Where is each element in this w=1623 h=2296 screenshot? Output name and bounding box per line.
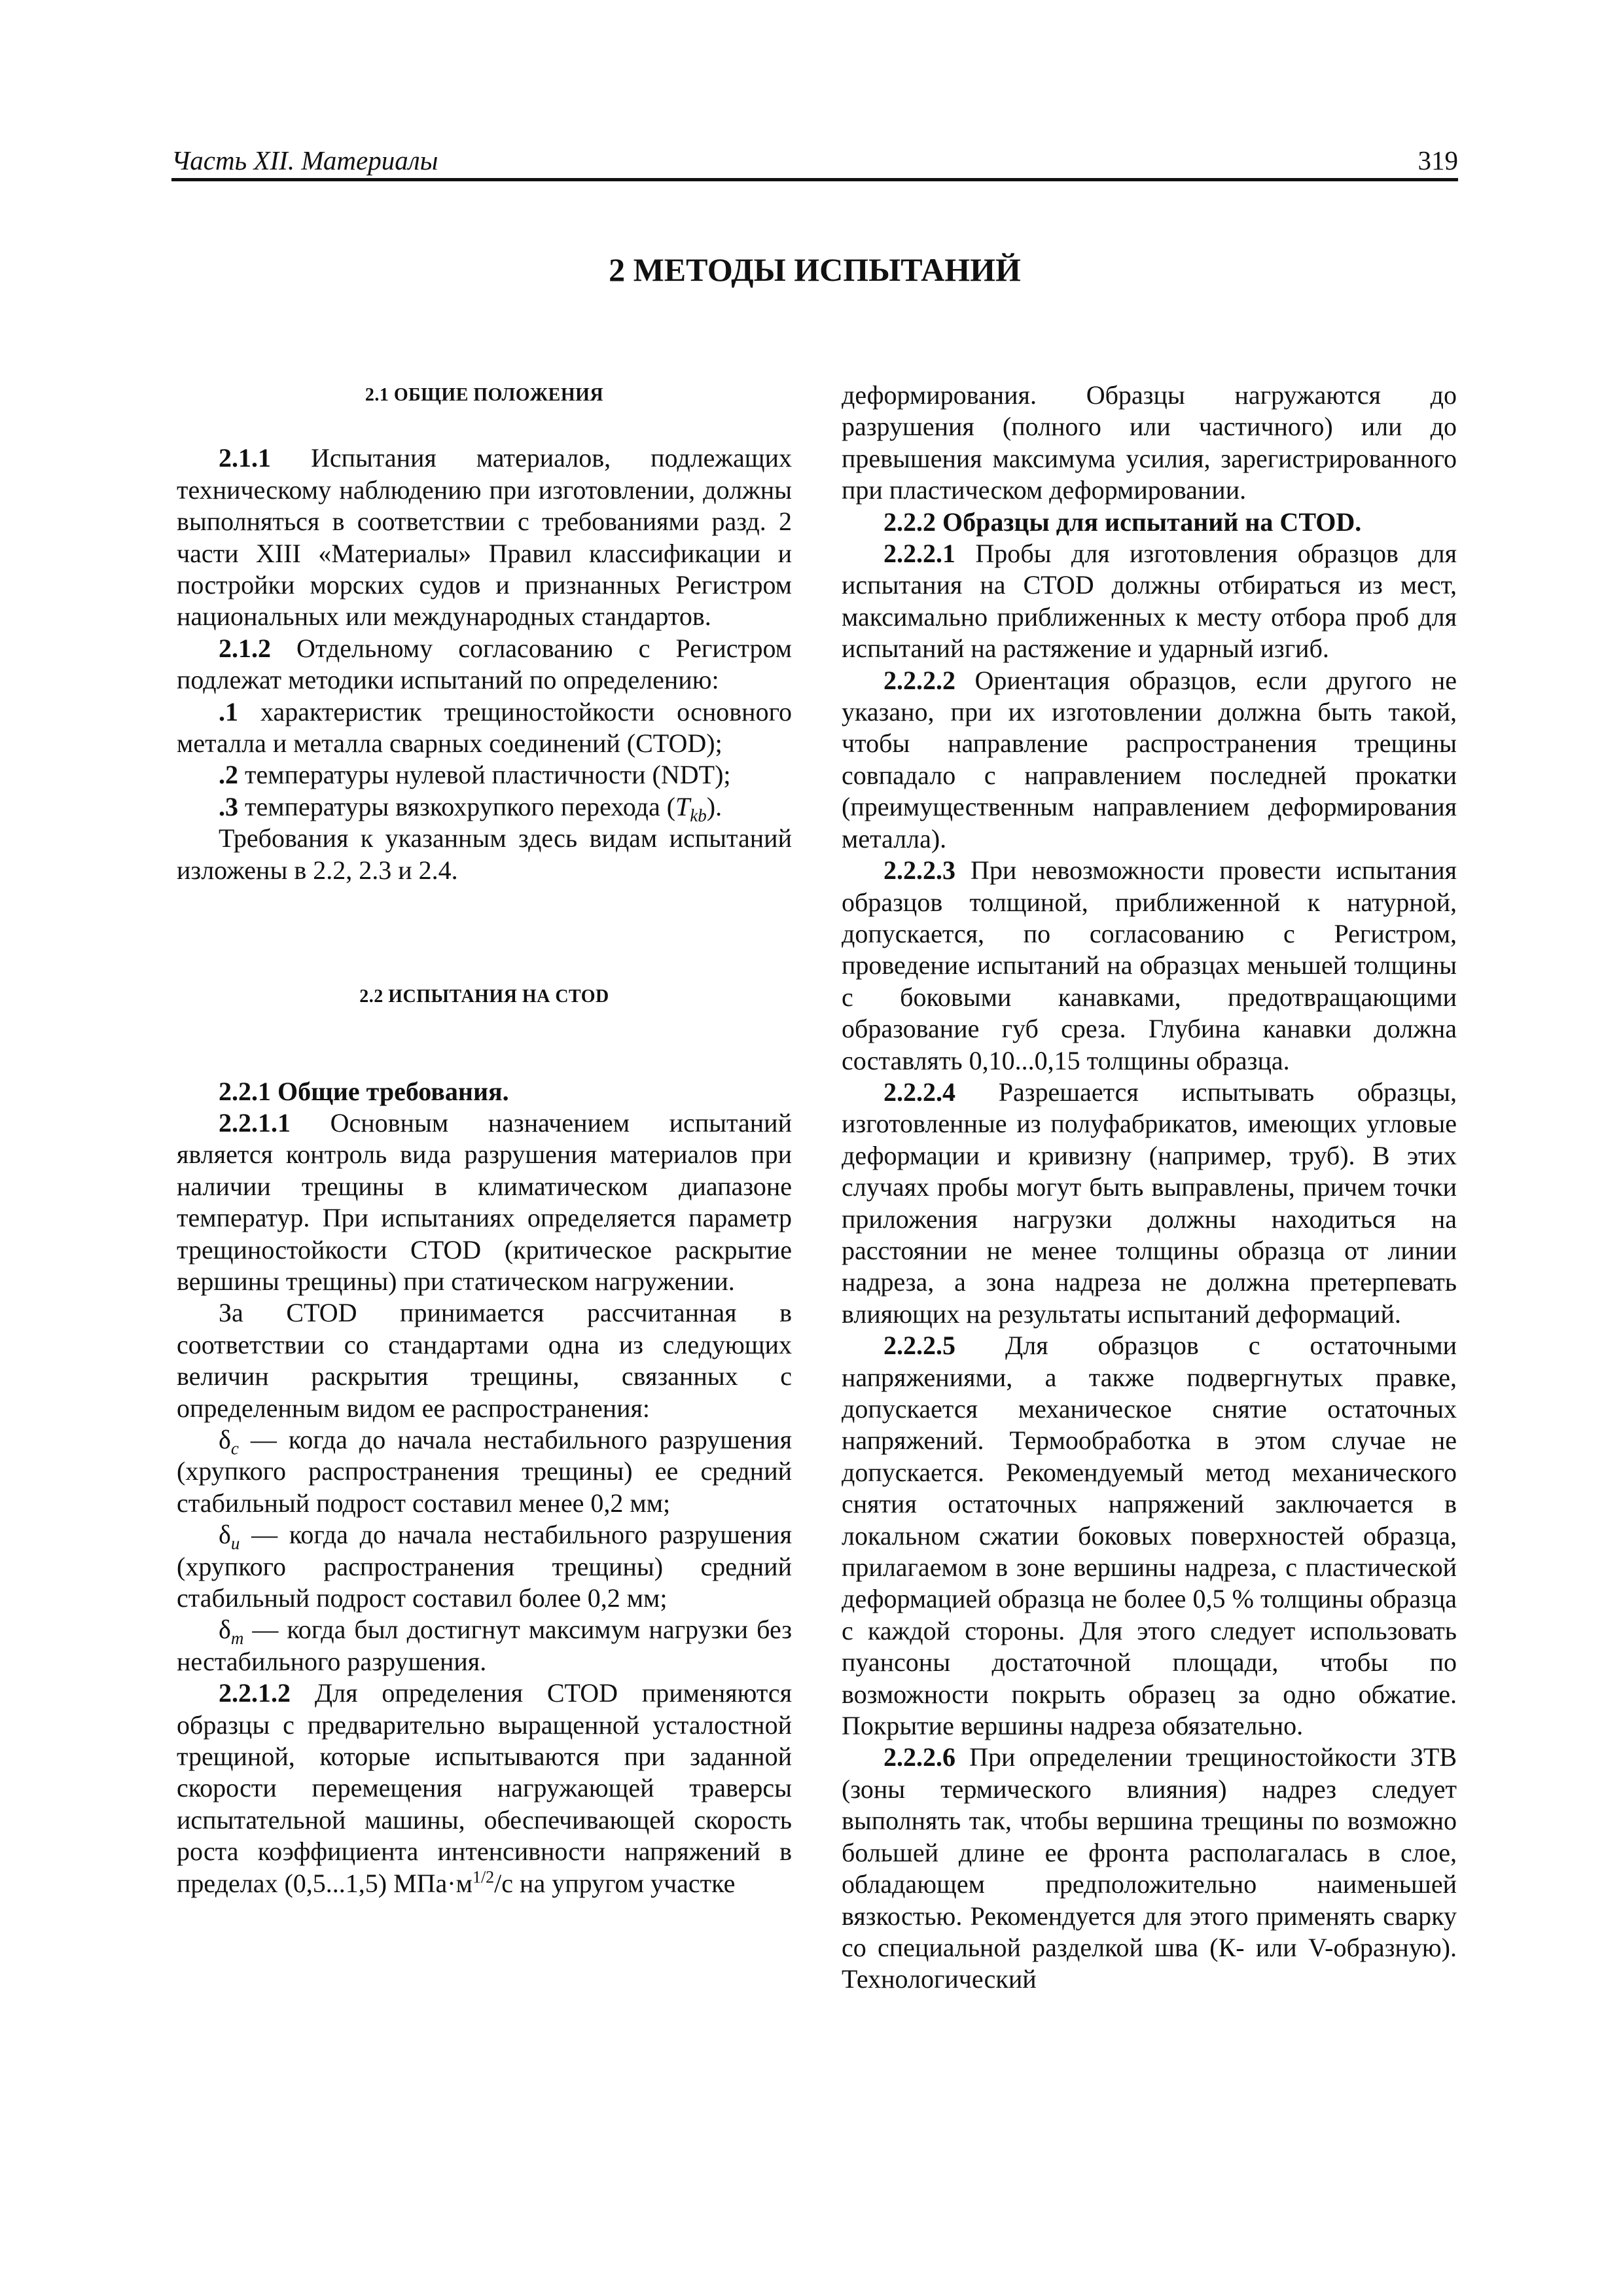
paragraph-requirements: Требования к указанным здесь видам испытаний изложены в 2.2, 2.3 и 2.4. xyxy=(177,823,792,885)
left-column xyxy=(177,380,792,1899)
paragraph-2-2-2-1: 2.2.2.1 Пробы для изготовления образцов для испытания на CTOD должны отбираться из мест, максимально приближенных к месту отбора проб для испытаний на растяжение и ударный изгиб. xyxy=(842,539,1457,664)
paragraph-2-1-2: 2.1.2 Отдельному согласованию с Регистром подлежат методики испытаний по определению: xyxy=(177,633,792,695)
delta-c-item: $\delta_c$ — когда до начала нестабильного разрушения (хрупкого распространения трещины) ее средний стабильный подрост составил менее 0,2 мм; xyxy=(177,1424,792,1518)
paragraph-ctod-definition: За CTOD принимается рассчитанная в соответствии со стандартами одна из следующих величин раскрытия трещины, связанных с определенным видом ее распространения: xyxy=(177,1298,792,1423)
paragraph-continuation: деформирования. Образцы нагружаются до разрушения (полного или частичного) или до превышения максимума усилия, зарегистрированного при пластическом деформировании. xyxy=(842,380,1457,505)
section-heading-2-2: 2.2 ИСПЫТАНИЯ НА CTOD xyxy=(359,986,609,1007)
paragraph-2-2-1-1: 2.2.1.1 Основным назначением испытаний является контроль вида разрушения материалов при наличии трещины в климатическом диапазоне температур. При испытаниях определяется параметр трещиностойкости CTOD (критическое раскрытие вершины трещины) при статическом нагружении. xyxy=(177,1107,792,1296)
subsection-heading-2-2-2: 2.2.2 Образцы для испытаний на CTOD. xyxy=(883,507,1362,537)
subsection-heading-2-2-1: 2.2.1 Общие требования. xyxy=(219,1076,509,1106)
right-column xyxy=(842,380,1457,1996)
chapter-title: 2 МЕТОДЫ ИСПЫТАНИЙ xyxy=(609,251,1021,288)
paragraph-2-2-2-3: 2.2.2.3 При невозможности провести испытания образцов толщиной, приближенной к натурной, допускается, по согласованию с Регистром, проведение испытаний на образцах меньшей толщины с боковыми канавками, предотвращающими образование губ среза. Глубина канавки должна составлять 0,10...0,15 толщины образца. xyxy=(842,855,1457,1075)
delta-m-item: $\delta_m$ — когда был достигнут максимум нагрузки без нестабильного разрушения. xyxy=(177,1615,792,1676)
delta-u-item: $\delta_u$ — когда до начала нестабильного разрушения (хрупкого распространения трещины) средний стабильный подрост составил более 0,2 мм; xyxy=(177,1520,792,1613)
paragraph-2-2-2-5: 2.2.2.5 Для образцов с остаточными напряжениями, а также подвергнутых правке, допускается механическое снятие остаточных напряжений. Термообработка в этом случае не допускается. Рекомендуемый метод механического снятия остаточных напряжений заключается в локальном сжатии боковых поверхностей образца, прилагаемом в зоне вершины надреза, с пластической деформацией образца не более 0,5 % толщины образца с каждой стороны. Для этого следует использовать пуансоны достаточной площади, чтобы по возможности покрыть образец за одно обжатие. Покрытие вершины надреза обязательно. xyxy=(842,1331,1457,1741)
running-title: Часть XII. Материалы xyxy=(171,145,438,175)
paragraph-2-2-2-2: 2.2.2.2 Ориентация образцов, если другого не указано, при их изготовлении должна быть такой, чтобы направление распространения трещины совпадало с направлением последней прокатки (преимущественным направлением деформирования металла). xyxy=(842,665,1457,853)
page-number: 319 xyxy=(1418,145,1458,175)
paragraph-2-2-2-4: 2.2.2.4 Разрешается испытывать образцы, изготовленные из полуфабрикатов, имеющих угловые деформации и кривизну (например, труб). В этих случаях пробы могут быть выправлены, причем точки приложения нагрузки должны находиться на расстоянии не менее толщины образца от линии надреза, а зона надреза не должна претерпевать влияющих на результаты испытаний деформаций. xyxy=(842,1077,1457,1329)
list-item-3: .3 температуры вязкохрупкого перехода $(T_{kb})$. xyxy=(219,791,722,825)
section-heading-2-1: 2.1 ОБЩИЕ ПОЛОЖЕНИЯ xyxy=(365,385,604,405)
paragraph-2-2-1-2: 2.2.1.2 Для определения CTOD применяются образцы с предварительно выращенной усталостной трещиной, которые испытываются при заданной скорости перемещения нагружающей траверсы испытательной машины, обеспечивающей скорость роста коэффициента интенсивности напряжений в пределах (0,5...1,5) $МПа\cdot м^{1/2}/с$ на упругом участке xyxy=(177,1678,792,1898)
paragraph-2-2-2-6: 2.2.2.6 При определении трещиностойкости ЗТВ (зоны термического влияния) надрез следует выполнять так, чтобы вершина трещины по возможно большей длине ее фронта располагалась в слое, обладающем предположительно наименьшей вязкостью. Рекомендуется для этого применять сварку со специальной разделкой шва (К- или V-образную). Технологический xyxy=(842,1742,1457,1994)
page-header xyxy=(171,143,1458,181)
paragraph-2-1-1: 2.1.1 Испытания материалов, подлежащих техническому наблюдению при изготовлении, должны выполняться в соответствии с требованиями разд. 2 части XIII «Материалы» Правил классификации и постройки морских судов и признанных Регистром национальных или международных стандартов. xyxy=(177,443,792,632)
list-item-2: .2 температуры нулевой пластичности (NDT); xyxy=(219,760,731,790)
list-item-1: .1 характеристик трещиностойкости основного металла и металла сварных соединений (CTOD); xyxy=(177,696,792,759)
